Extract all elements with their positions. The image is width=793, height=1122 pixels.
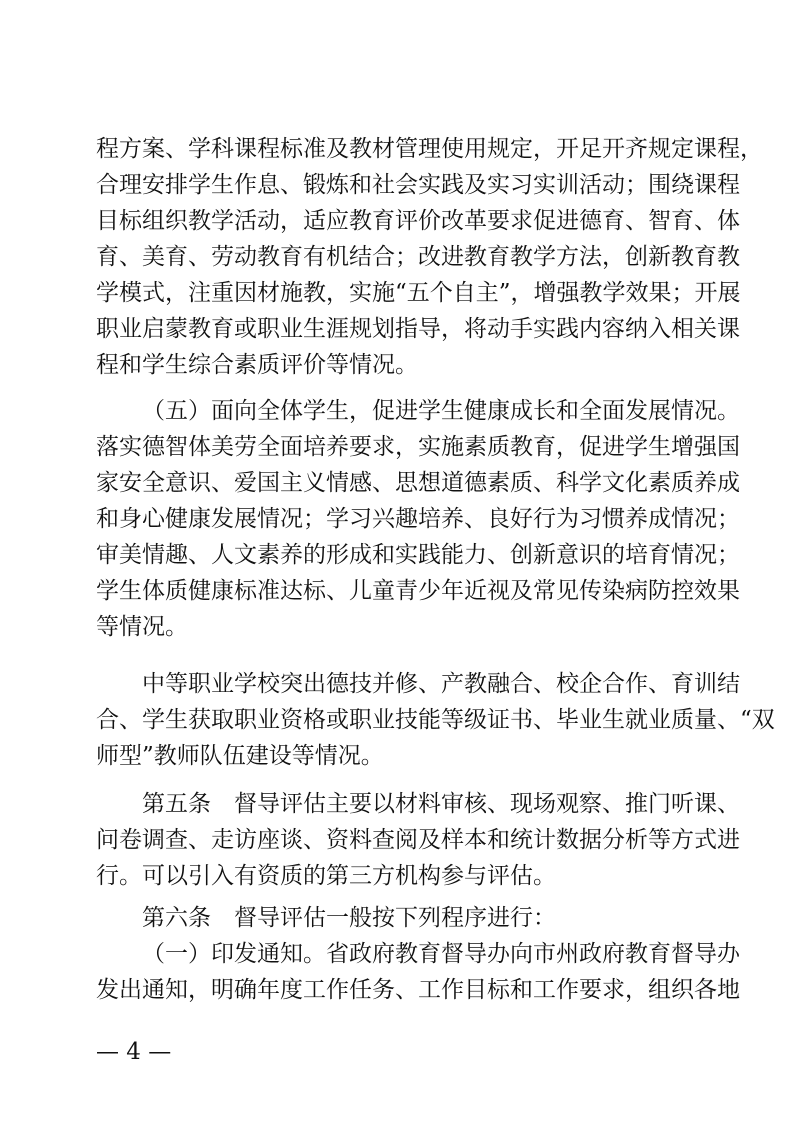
text-line: 问卷调查、走访座谈、资料查阅及样本和统计数据分析等方式进 [96,827,740,853]
text-line: 师型”教师队伍建设等情况。 [96,743,384,769]
text-line: 行。可以引入有资质的第三方机构参与评估。 [96,863,556,889]
text-line: 合理安排学生作息、锻炼和社会实践及实习实训活动；围绕课程 [96,172,740,198]
text-line: 职业启蒙教育或职业生涯规划指导，将动手实践内容纳入相关课 [96,316,740,342]
text-line: 审美情趣、人文素养的形成和实践能力、创新意识的培育情况； [96,542,740,568]
text-line: 和身心健康发展情况；学习兴趣培养、良好行为习惯养成情况； [96,506,740,532]
text-line: 育、美育、劳动教育有机结合；改进教育教学方法，创新教育教 [96,244,740,270]
section-heading-line: （五）面向全体学生，促进学生健康成长和全面发展情况。 [142,398,740,424]
article-six-line: 第六条 督导评估一般按下列程序进行： [142,905,556,931]
text-line: 落实德智体美劳全面培养要求，实施素质教育，促进学生增强国 [96,434,740,460]
text-line: 等情况。 [96,614,188,640]
text-line: 目标组织教学活动，适应教育评价改革要求促进德育、智育、体 [96,208,740,234]
text-line: 合、学生获取职业资格或职业技能等级证书、毕业生就业质量、“双 [96,707,775,733]
procedure-step-line: （一）印发通知。省政府教育督导办向市州政府教育督导办 [142,941,740,967]
page-number: — 4 — [96,1039,172,1065]
text-line: 程和学生综合素质评价等情况。 [96,352,418,378]
paragraph-start-line: 中等职业学校突出德技并修、产教融合、校企合作、育训结 [142,671,740,697]
text-line: 程方案、学科课程标准及教材管理使用规定，开足开齐规定课程， [96,136,763,162]
text-line: 家安全意识、爱国主义情感、思想道德素质、科学文化素质养成 [96,470,740,496]
text-line: 发出通知，明确年度工作任务、工作目标和工作要求，组织各地 [96,977,740,1003]
text-line: 学生体质健康标准达标、儿童青少年近视及常见传染病防控效果 [96,578,740,604]
text-line: 学模式，注重因材施教，实施“五个自主”，增强教学效果；开展 [96,280,741,306]
article-five-line: 第五条 督导评估主要以材料审核、现场观察、推门听课、 [142,791,740,817]
